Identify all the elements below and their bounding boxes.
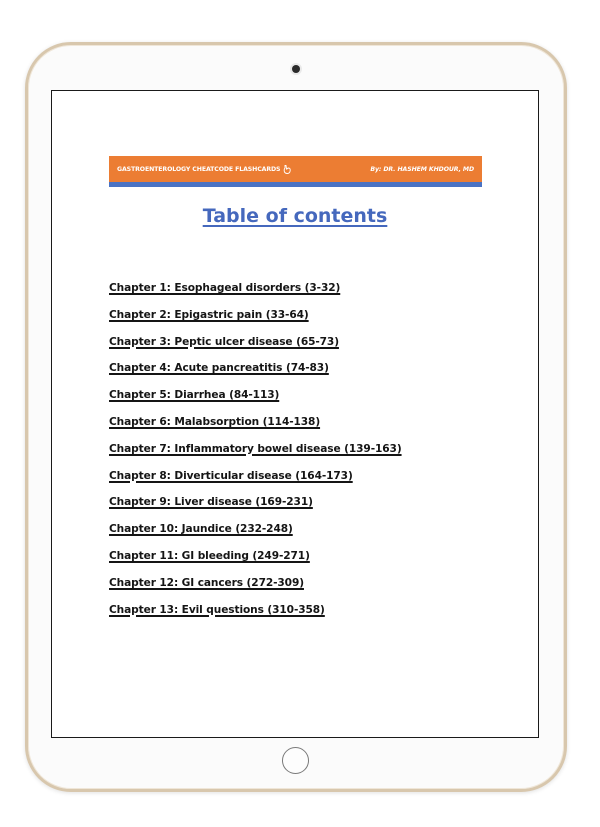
- chapter-link[interactable]: Chapter 11: GI bleeding (249-271): [109, 549, 310, 562]
- chapter-link[interactable]: Chapter 7: Inflammatory bowel disease (139-163): [109, 442, 402, 455]
- document-page: [51, 90, 539, 738]
- chapter-link[interactable]: Chapter 1: Esophageal disorders (3-32): [109, 282, 341, 294]
- chapter-link[interactable]: Chapter 5: Diarrhea (84-113): [109, 389, 280, 402]
- chapter-list: [109, 280, 402, 628]
- author-credit: By: DR. HASHEM KHDOUR, MD: [370, 165, 474, 173]
- home-button[interactable]: [282, 747, 309, 774]
- chapter-link[interactable]: Chapter 10: Jaundice (232-248): [109, 523, 293, 536]
- chapter-link[interactable]: Chapter 8: Diverticular disease (164-173): [109, 469, 353, 482]
- chapter-link[interactable]: Chapter 3: Peptic ulcer disease (65-73): [109, 335, 339, 348]
- chapter-link[interactable]: Chapter 12: GI cancers (272-309): [109, 576, 304, 589]
- chapter-link[interactable]: Chapter 6: Malabsorption (114-138): [109, 415, 321, 428]
- chapter-link[interactable]: Chapter 2: Epigastric pain (33-64): [109, 308, 309, 321]
- stomach-icon: [283, 165, 291, 174]
- header-divider: [109, 182, 482, 187]
- chapter-link[interactable]: Chapter 4: Acute pancreatitis (74-83): [109, 362, 329, 375]
- page-title: Table of contents: [202, 205, 388, 227]
- document-header-bar: [109, 156, 482, 182]
- series-title: GASTROENTEROLOGY CHEATCODE FLASHCARDS: [117, 165, 281, 173]
- chapter-link[interactable]: Chapter 9: Liver disease (169-231): [109, 496, 313, 509]
- front-camera: [292, 65, 300, 73]
- chapter-link[interactable]: Chapter 13: Evil questions (310-358): [109, 603, 325, 616]
- tablet-frame: [25, 42, 567, 792]
